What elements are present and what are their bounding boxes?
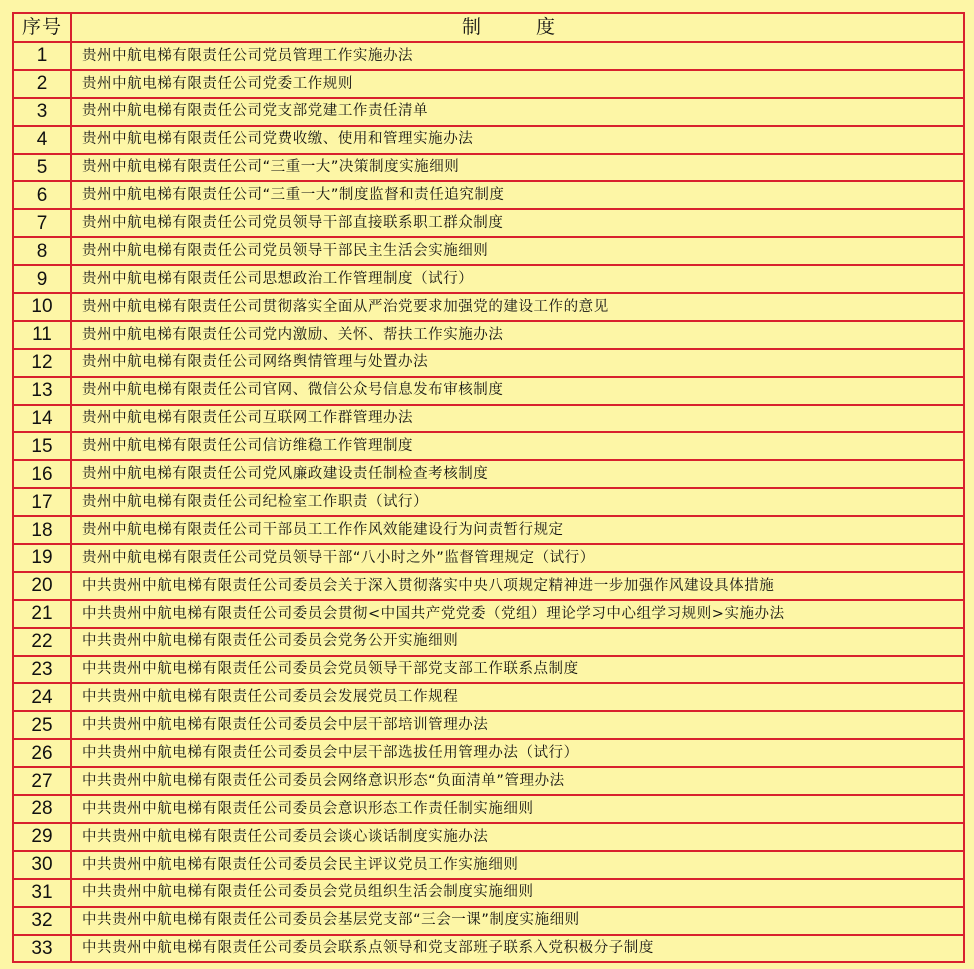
row-number: 13 <box>13 377 71 405</box>
row-number: 14 <box>13 405 71 433</box>
table-row <box>13 293 964 321</box>
table-row <box>13 683 964 711</box>
row-number: 25 <box>13 711 71 739</box>
table-header-row <box>13 13 964 42</box>
header-number: 序号 <box>13 13 71 42</box>
row-number: 11 <box>13 321 71 349</box>
table-row <box>13 98 964 126</box>
row-number: 15 <box>13 432 71 460</box>
row-number: 2 <box>13 70 71 98</box>
table-row <box>13 516 964 544</box>
regulation-name: 贵州中航电梯有限责任公司网络舆情管理与处置办法 <box>71 349 964 377</box>
regulation-name: 中共贵州中航电梯有限责任公司委员会谈心谈话制度实施办法 <box>71 823 964 851</box>
table-row <box>13 711 964 739</box>
regulation-name: 贵州中航电梯有限责任公司党风廉政建设责任制检查考核制度 <box>71 460 964 488</box>
row-number: 1 <box>13 42 71 70</box>
table-row <box>13 377 964 405</box>
table-row <box>13 237 964 265</box>
table-row <box>13 349 964 377</box>
regulation-name: 贵州中航电梯有限责任公司党员领导干部“八小时之外”监督管理规定（试行） <box>71 544 964 572</box>
table-body <box>13 42 964 962</box>
table-row <box>13 879 964 907</box>
row-number: 18 <box>13 516 71 544</box>
regulation-name: 中共贵州中航电梯有限责任公司委员会网络意识形态“负面清单”管理办法 <box>71 767 964 795</box>
row-number: 8 <box>13 237 71 265</box>
row-number: 9 <box>13 265 71 293</box>
regulation-name: 中共贵州中航电梯有限责任公司委员会基层党支部“三会一课”制度实施细则 <box>71 907 964 935</box>
table-row <box>13 488 964 516</box>
table-row <box>13 572 964 600</box>
row-number: 10 <box>13 293 71 321</box>
regulations-table-container <box>12 12 965 963</box>
regulation-name: 中共贵州中航电梯有限责任公司委员会关于深入贯彻落实中央八项规定精神进一步加强作风建设具体措施 <box>71 572 964 600</box>
regulation-name: 中共贵州中航电梯有限责任公司委员会党务公开实施细则 <box>71 628 964 656</box>
header-regulation: 制 度 <box>71 13 964 42</box>
regulation-name: 中共贵州中航电梯有限责任公司委员会联系点领导和党支部班子联系入党积极分子制度 <box>71 935 964 963</box>
row-number: 29 <box>13 823 71 851</box>
table-row <box>13 209 964 237</box>
table-row <box>13 460 964 488</box>
row-number: 27 <box>13 767 71 795</box>
row-number: 31 <box>13 879 71 907</box>
regulation-name: 贵州中航电梯有限责任公司党委工作规则 <box>71 70 964 98</box>
table-row <box>13 823 964 851</box>
regulation-name: 中共贵州中航电梯有限责任公司委员会发展党员工作规程 <box>71 683 964 711</box>
regulation-name: 贵州中航电梯有限责任公司“三重一大”制度监督和责任追究制度 <box>71 181 964 209</box>
table-row <box>13 321 964 349</box>
table-row <box>13 656 964 684</box>
row-number: 24 <box>13 683 71 711</box>
row-number: 32 <box>13 907 71 935</box>
row-number: 7 <box>13 209 71 237</box>
table-row <box>13 739 964 767</box>
regulation-name: 中共贵州中航电梯有限责任公司委员会党员领导干部党支部工作联系点制度 <box>71 656 964 684</box>
row-number: 22 <box>13 628 71 656</box>
table-row <box>13 154 964 182</box>
regulation-name: 贵州中航电梯有限责任公司信访维稳工作管理制度 <box>71 432 964 460</box>
row-number: 19 <box>13 544 71 572</box>
regulation-name: 贵州中航电梯有限责任公司互联网工作群管理办法 <box>71 405 964 433</box>
row-number: 23 <box>13 656 71 684</box>
table-row <box>13 935 964 963</box>
regulation-name: 贵州中航电梯有限责任公司纪检室工作职责（试行） <box>71 488 964 516</box>
regulation-name: 贵州中航电梯有限责任公司“三重一大”决策制度实施细则 <box>71 154 964 182</box>
table-row <box>13 795 964 823</box>
regulation-name: 贵州中航电梯有限责任公司干部员工工作作风效能建设行为问责暂行规定 <box>71 516 964 544</box>
table-row <box>13 544 964 572</box>
row-number: 28 <box>13 795 71 823</box>
table-row <box>13 42 964 70</box>
table-row <box>13 600 964 628</box>
table-row <box>13 70 964 98</box>
regulation-name: 中共贵州中航电梯有限责任公司委员会民主评议党员工作实施细则 <box>71 851 964 879</box>
regulation-name: 贵州中航电梯有限责任公司党内激励、关怀、帮扶工作实施办法 <box>71 321 964 349</box>
row-number: 4 <box>13 126 71 154</box>
table-row <box>13 767 964 795</box>
table-row <box>13 181 964 209</box>
row-number: 5 <box>13 154 71 182</box>
table-row <box>13 907 964 935</box>
regulation-name: 贵州中航电梯有限责任公司党费收缴、使用和管理实施办法 <box>71 126 964 154</box>
regulation-name: 中共贵州中航电梯有限责任公司委员会中层干部培训管理办法 <box>71 711 964 739</box>
table-row <box>13 851 964 879</box>
regulation-name: 中共贵州中航电梯有限责任公司委员会党员组织生活会制度实施细则 <box>71 879 964 907</box>
table-row <box>13 126 964 154</box>
row-number: 33 <box>13 935 71 963</box>
regulation-name: 贵州中航电梯有限责任公司思想政治工作管理制度（试行） <box>71 265 964 293</box>
row-number: 30 <box>13 851 71 879</box>
row-number: 26 <box>13 739 71 767</box>
row-number: 20 <box>13 572 71 600</box>
row-number: 3 <box>13 98 71 126</box>
row-number: 21 <box>13 600 71 628</box>
row-number: 6 <box>13 181 71 209</box>
regulation-name: 贵州中航电梯有限责任公司党员管理工作实施办法 <box>71 42 964 70</box>
regulation-name: 贵州中航电梯有限责任公司党员领导干部民主生活会实施细则 <box>71 237 964 265</box>
table-row <box>13 628 964 656</box>
regulation-name: 中共贵州中航电梯有限责任公司委员会意识形态工作责任制实施细则 <box>71 795 964 823</box>
table-row <box>13 405 964 433</box>
row-number: 12 <box>13 349 71 377</box>
row-number: 17 <box>13 488 71 516</box>
regulation-name: 贵州中航电梯有限责任公司党员领导干部直接联系职工群众制度 <box>71 209 964 237</box>
regulations-table <box>12 12 965 963</box>
regulation-name: 中共贵州中航电梯有限责任公司委员会贯彻<中国共产党党委（党组）理论学习中心组学习规则>实施办法 <box>71 600 964 628</box>
table-row <box>13 265 964 293</box>
regulation-name: 贵州中航电梯有限责任公司官网、微信公众号信息发布审核制度 <box>71 377 964 405</box>
regulation-name: 中共贵州中航电梯有限责任公司委员会中层干部选拔任用管理办法（试行） <box>71 739 964 767</box>
regulation-name: 贵州中航电梯有限责任公司党支部党建工作责任清单 <box>71 98 964 126</box>
row-number: 16 <box>13 460 71 488</box>
regulation-name: 贵州中航电梯有限责任公司贯彻落实全面从严治党要求加强党的建设工作的意见 <box>71 293 964 321</box>
table-row <box>13 432 964 460</box>
